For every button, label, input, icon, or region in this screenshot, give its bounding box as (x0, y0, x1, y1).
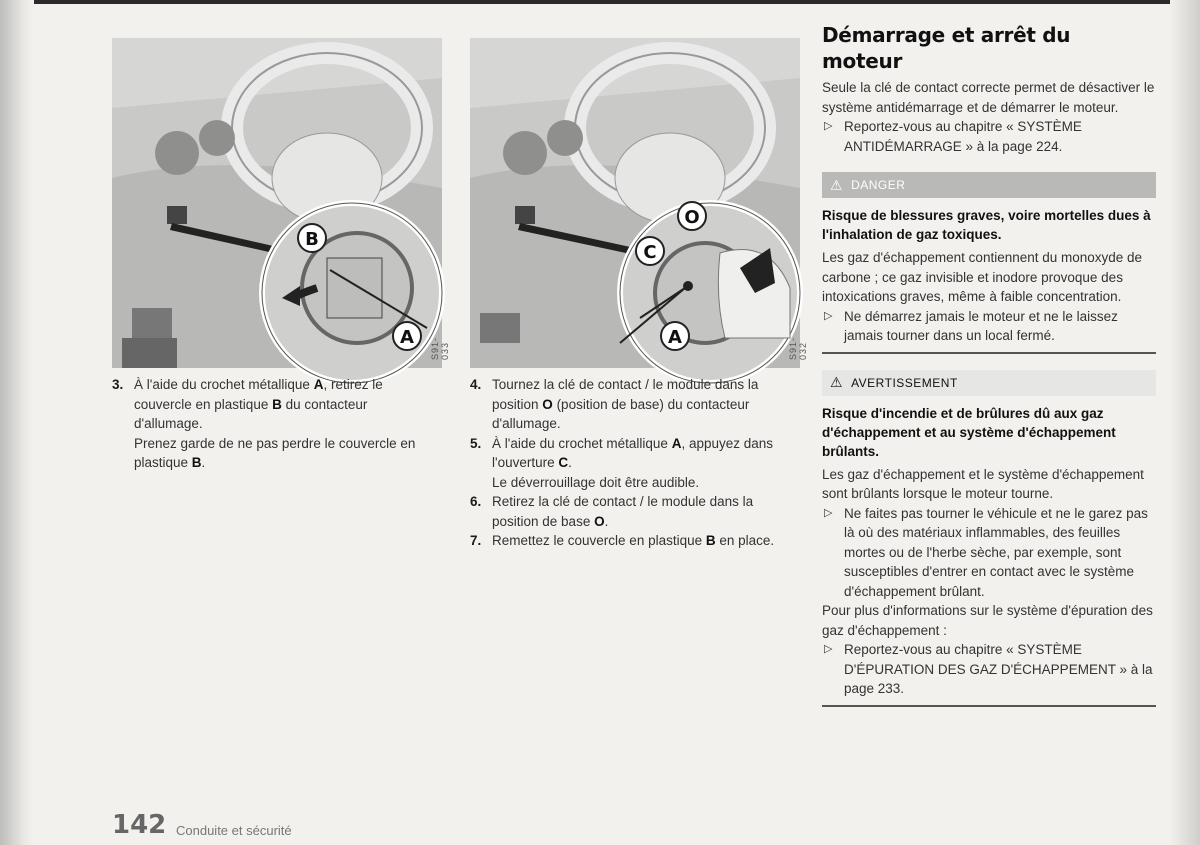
danger-text: Les gaz d'échappement contiennent du monoxyde de carbone ; ce gaz invisible et inodore provoque des intoxications graves, même à faible concentration. (822, 250, 1143, 304)
page-top-edge (0, 0, 1200, 4)
steps-middle (470, 375, 802, 551)
figure-label-a: A (668, 327, 682, 348)
section-name: Conduite et sécurité (176, 823, 292, 838)
step-number: 6. (470, 494, 482, 509)
figure-code: S91-033 (430, 336, 450, 360)
warning-triangle-icon: ⚠ (830, 176, 844, 193)
bullet-triangle-icon: ▷ (824, 643, 833, 655)
step-text: À l'aide du crochet métallique A, retirez le couvercle en plastique B du contacteur d'allumage. (134, 377, 383, 431)
steps-left (112, 375, 422, 473)
warning-heading: Risque d'incendie et de brûlures dû aux gaz d'échappement et au système d'échappement brûlants. (822, 405, 1116, 459)
step-note: Le déverrouillage doit être audible. (492, 474, 700, 490)
intro-bullet: ▷ Reportez-vous au chapitre « SYSTÈME ANTIDÉMARRAGE » à la page 224. (824, 119, 1082, 154)
figure-label-c: C (643, 242, 657, 263)
steering-column-illustration-2 (470, 38, 800, 368)
step-6 (470, 492, 802, 531)
step-text: À l'aide du crochet métallique A, appuyez dans l'ouverture C. (492, 435, 774, 470)
step-5 (470, 434, 802, 493)
step-7 (470, 531, 802, 551)
section-title: Démarrage et arrêt du moteur (822, 23, 1071, 73)
step-number: 3. (112, 377, 124, 392)
right-column (822, 22, 1156, 707)
page-number: 142 (112, 810, 167, 840)
step-text: Tournez la clé de contact / le module dans la position O (position de base) du contacteur d'allumage. (492, 377, 759, 431)
danger-heading: Risque de blessures graves, voire mortelles dues à l'inhalation de gaz toxiques. (822, 208, 1151, 242)
step-note: Prenez garde de ne pas perdre le couvercle en plastique B. (134, 435, 416, 470)
danger-bullet: ▷ Ne démarrez jamais le moteur et ne le laissez jamais tourner dans un local fermé. (824, 308, 1118, 343)
figure-label-o: O (684, 207, 700, 228)
warning-bullet: ▷ Ne faites pas tourner le véhicule et ne le garez pas là où des matériaux inflammables, des feuilles mortes ou de l'herbe sèche, par exemple, sont susceptibles d'entrer en contact avec le système d'échappement brûlant. (824, 505, 1148, 599)
danger-label: DANGER (851, 178, 906, 192)
figure-remove-cover (112, 38, 450, 368)
step-text: Retirez la clé de contact / le module dans la position de base O. (492, 494, 754, 529)
bullet-triangle-icon: ▷ (824, 120, 833, 132)
figure-label-a: A (400, 327, 414, 348)
section-divider (822, 352, 1156, 354)
figure-unlock-module (470, 38, 808, 368)
figure-label-b: B (305, 229, 319, 250)
warning-label: AVERTISSEMENT (851, 375, 958, 390)
step-number: 7. (470, 533, 482, 548)
step-text: Remettez le couvercle en plastique B en place. (492, 533, 775, 548)
step-3 (112, 375, 422, 473)
step-number: 5. (470, 435, 482, 451)
warning-banner (822, 370, 1156, 396)
more-info-text: Pour plus d'informations sur le système d'épuration des gaz d'échappement : (822, 603, 1153, 638)
danger-banner (822, 172, 1156, 198)
steering-column-illustration-1 (112, 38, 442, 368)
bullet-triangle-icon: ▷ (824, 309, 833, 322)
section-divider (822, 705, 1156, 707)
bullet-triangle-icon: ▷ (824, 506, 833, 519)
figure-code: S91-032 (788, 336, 808, 360)
step-number: 4. (470, 377, 482, 392)
step-4 (470, 375, 802, 434)
page-edge-shadow (1170, 0, 1200, 845)
intro-text: Seule la clé de contact correcte permet de désactiver le système antidémarrage et de démarrer le moteur. (822, 80, 1155, 115)
warning-text: Les gaz d'échappement et le système d'échappement sont brûlants lorsque le moteur tourne. (822, 466, 1144, 501)
more-info-bullet: ▷ Reportez-vous au chapitre « SYSTÈME D'ÉPURATION DES GAZ D'ÉCHAPPEMENT » à la page 233. (824, 642, 1153, 696)
warning-triangle-icon: ⚠ (830, 374, 844, 390)
binding-shadow (0, 0, 34, 845)
